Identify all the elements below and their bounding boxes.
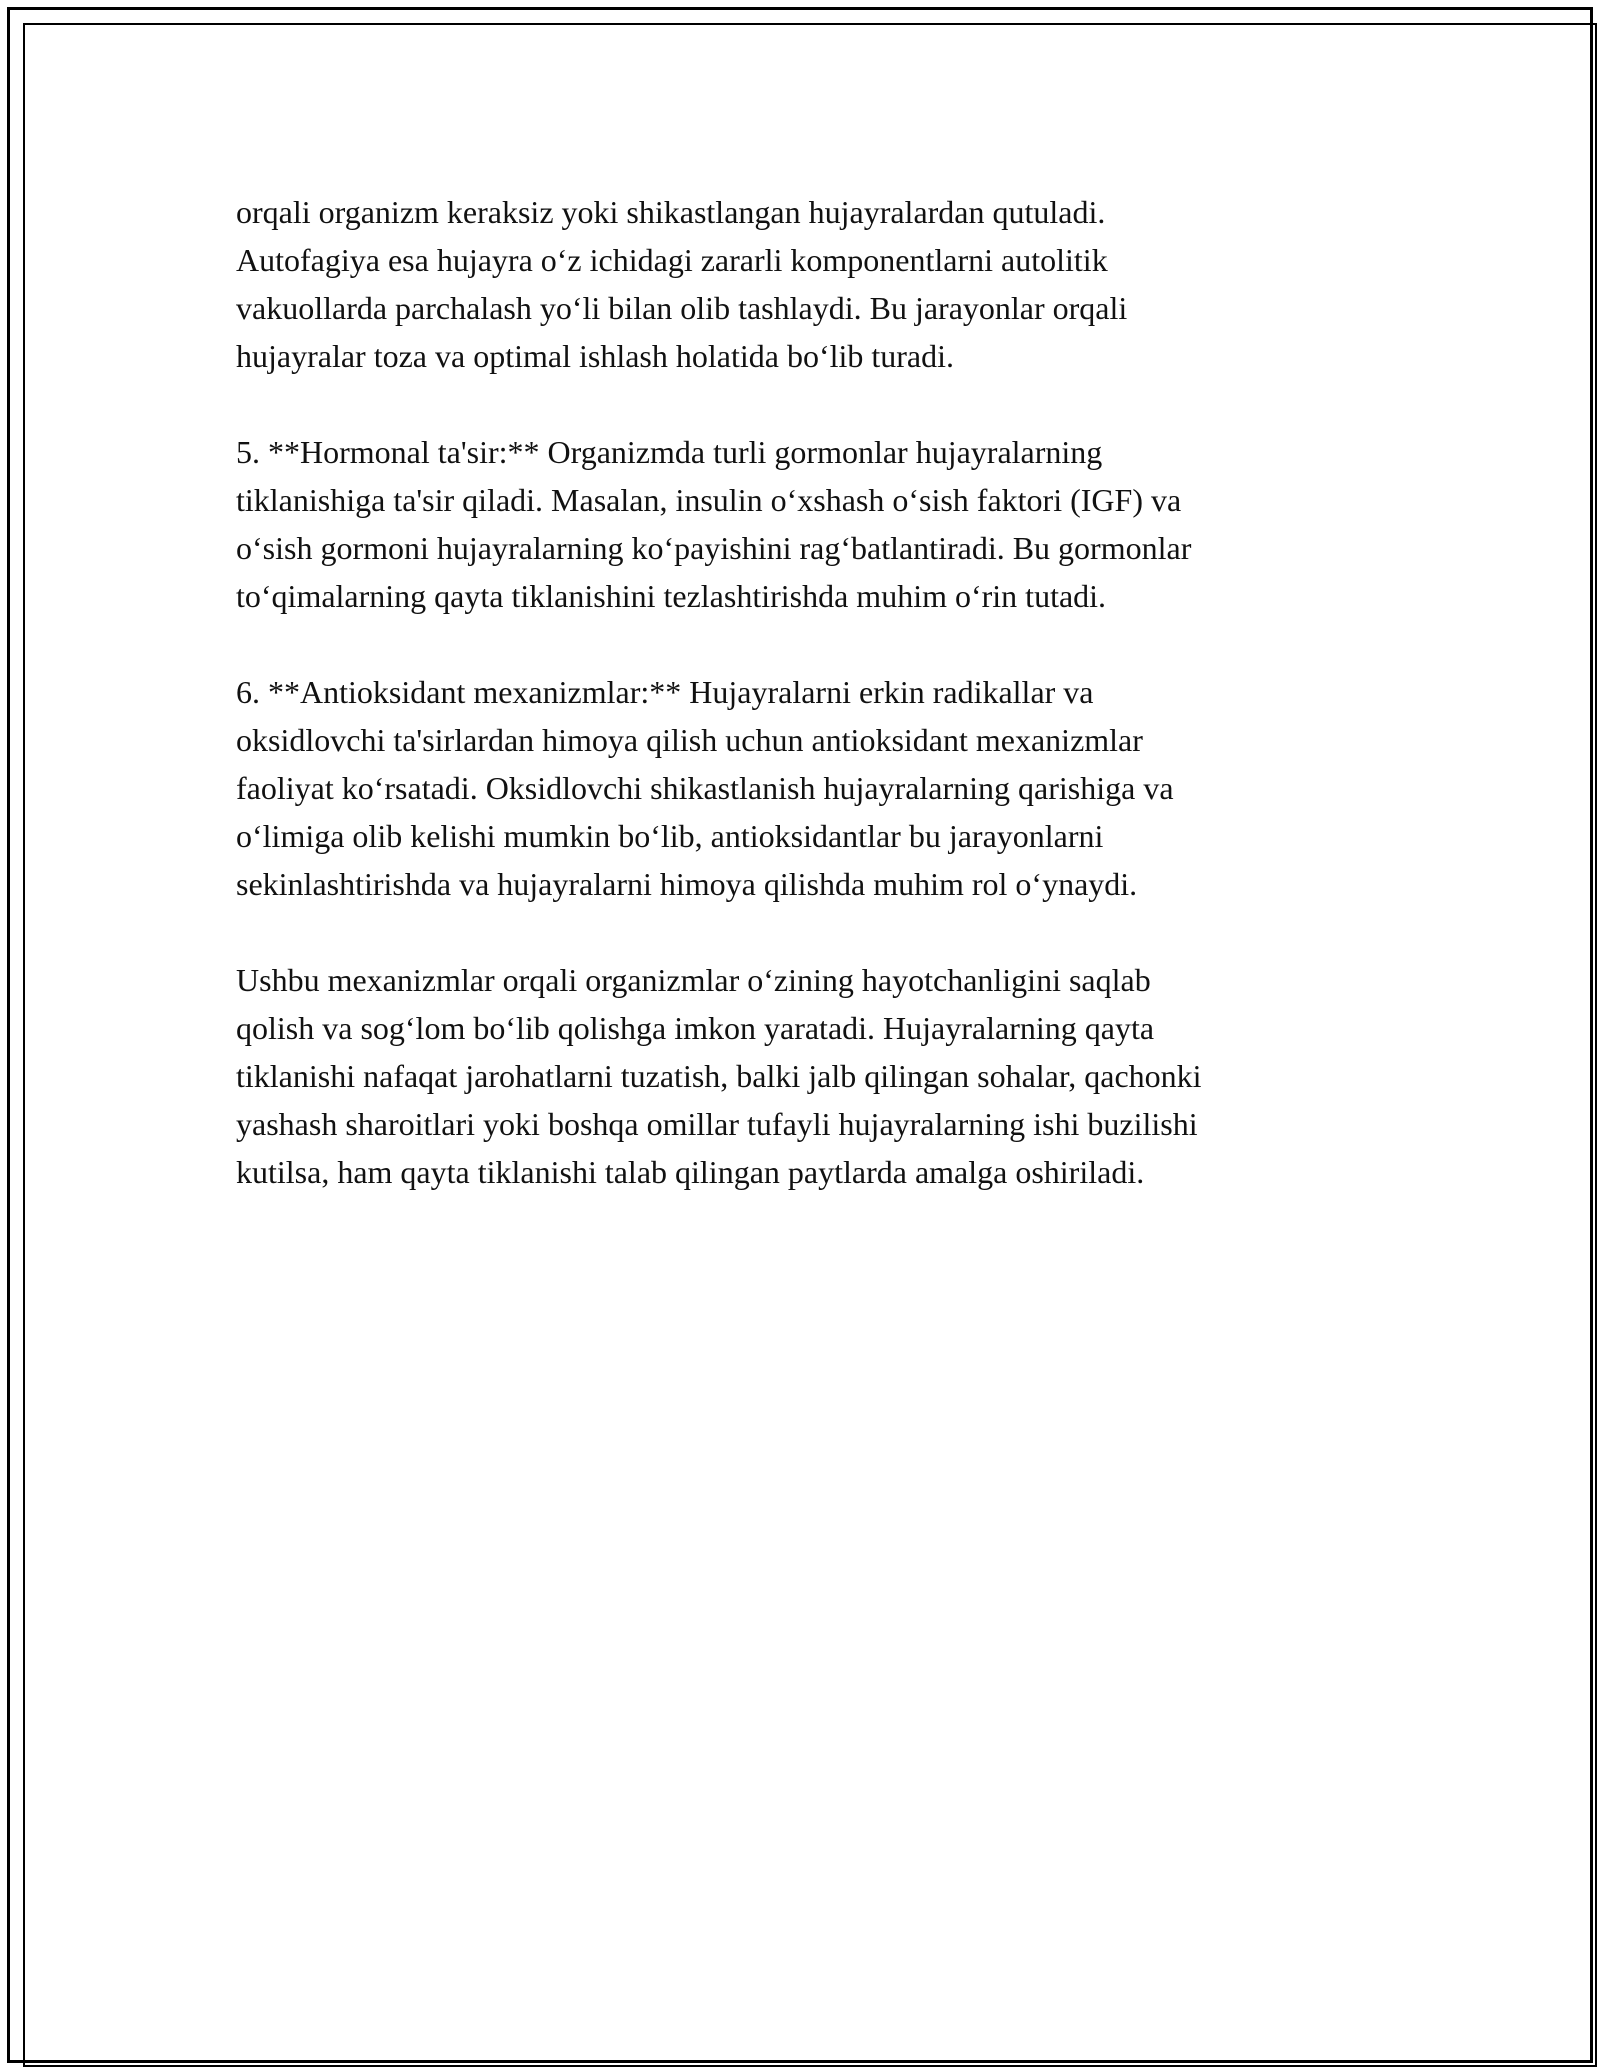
paragraph-autophagy [236,188,1376,380]
text-line: faoliyat ko‘rsatadi. Oksidlovchi shikastlanish hujayralarning qarishiga va [236,770,1174,806]
paragraph-antioxidant-mechanisms [236,668,1376,908]
document-body [236,188,1376,1244]
text-line: 5. **Hormonal ta'sir:** Organizmda turli gormonlar hujayralarning [236,434,1103,470]
paragraph-conclusion [236,956,1376,1196]
text-line: orqali organizm keraksiz yoki shikastlangan hujayralardan qutuladi. [236,194,1106,230]
text-line: oksidlovchi ta'sirlardan himoya qilish uchun antioksidant mexanizmlar [236,722,1143,758]
text-line: yashash sharoitlari yoki boshqa omillar tufayli hujayralarning ishi buzilishi [236,1106,1198,1142]
text-line: Ushbu mexanizmlar orqali organizmlar o‘zining hayotchanligini saqlab [236,962,1151,998]
text-line: vakuollarda parchalash yo‘li bilan olib tashlaydi. Bu jarayonlar orqali [236,290,1128,326]
paragraph-hormonal-effect [236,428,1376,620]
text-line: qolish va sog‘lom bo‘lib qolishga imkon yaratadi. Hujayralarning qayta [236,1010,1155,1046]
text-line: tiklanishiga ta'sir qiladi. Masalan, insulin o‘xshash o‘sish faktori (IGF) va [236,482,1182,518]
text-line: Autofagiya esa hujayra o‘z ichidagi zararli komponentlarni autolitik [236,242,1108,278]
text-line: tiklanishi nafaqat jarohatlarni tuzatish, balki jalb qilingan sohalar, qachonki [236,1058,1202,1094]
text-line: 6. **Antioksidant mexanizmlar:** Hujayralarni erkin radikallar va [236,674,1094,710]
text-line: hujayralar toza va optimal ishlash holatida bo‘lib turadi. [236,338,955,374]
text-line: sekinlashtirishda va hujayralarni himoya qilishda muhim rol o‘ynaydi. [236,866,1138,902]
text-line: kutilsa, ham qayta tiklanishi talab qilingan paytlarda amalga oshiriladi. [236,1154,1145,1190]
text-line: to‘qimalarning qayta tiklanishini tezlashtirishda muhim o‘rin tutadi. [236,578,1107,614]
text-line: o‘sish gormoni hujayralarning ko‘payishini rag‘batlantiradi. Bu gormonlar [236,530,1192,566]
text-line: o‘limiga olib kelishi mumkin bo‘lib, antioksidantlar bu jarayonlarni [236,818,1104,854]
